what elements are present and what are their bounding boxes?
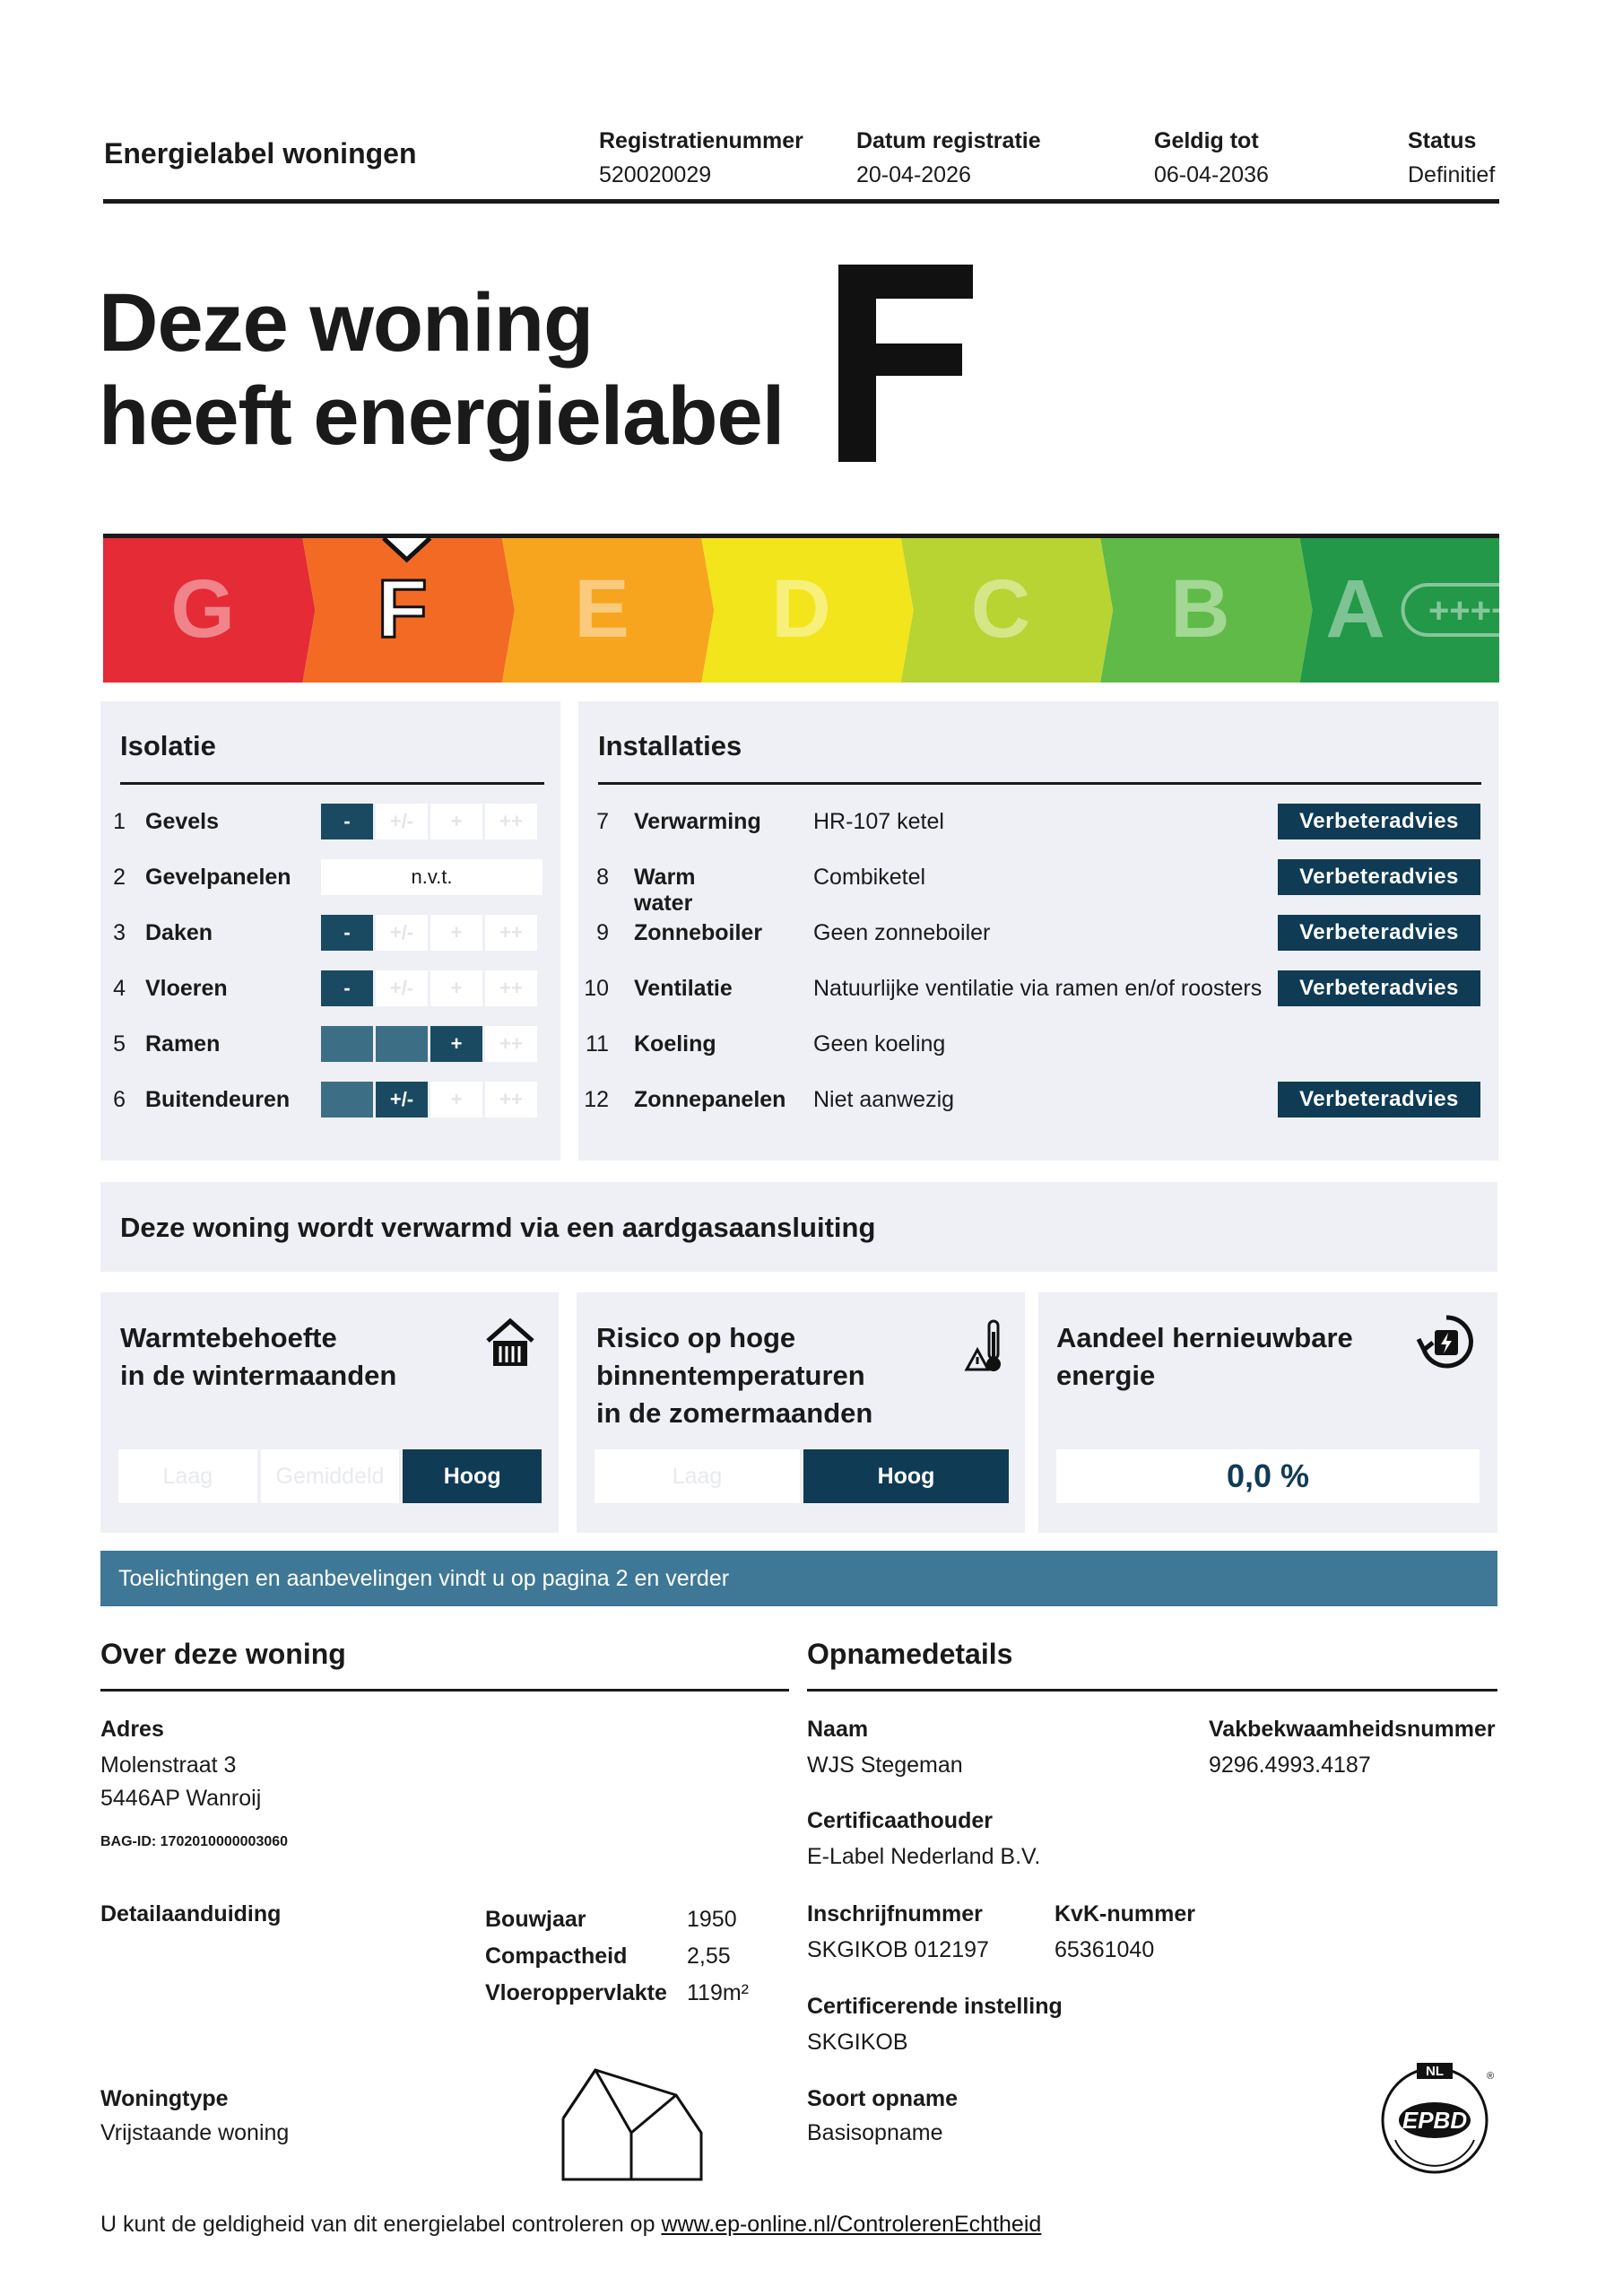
rating-cell: ++	[485, 970, 537, 1006]
registration-number: Registratienummer 520020029	[599, 128, 803, 187]
bag-id: BAG-ID: 1702010000003060	[100, 1834, 289, 1849]
risico-title: Risico op hoge binnentemperaturen in de zomermaanden	[596, 1322, 873, 1429]
woning-title: Over deze woning	[100, 1638, 346, 1670]
scale-option: Laag	[595, 1449, 800, 1503]
row-number: 4	[113, 976, 126, 1001]
rating-cells	[321, 1082, 537, 1118]
rating-cell: +	[430, 1082, 482, 1118]
rating-cell: ++	[485, 804, 537, 839]
woningtype-label: Woningtype	[100, 2086, 229, 2111]
soort-opname-label: Soort opname	[807, 2086, 959, 2111]
row-label: Koeling	[634, 1031, 716, 1057]
explanation-banner: Toelichtingen en aanbevelingen vindt u op pagina 2 en verder	[100, 1551, 1497, 1606]
risico-box	[577, 1292, 1025, 1533]
detail-label: Detailaanduiding	[100, 1901, 282, 1926]
rating-cells	[321, 859, 542, 895]
epbd-logo	[1372, 2054, 1497, 2179]
certificaathouder: E-Label Nederland B.V.	[807, 1844, 1041, 1869]
svg-text:®: ®	[1487, 2071, 1495, 2082]
headline: Deze woning heeft energielabel	[99, 277, 785, 462]
rating-cell: +	[430, 970, 482, 1006]
rating-cell: +	[430, 1026, 482, 1062]
row-label: Daken	[145, 920, 213, 945]
scale-option: Gemiddeld	[261, 1449, 400, 1503]
renewable-share-value: 0,0 %	[1056, 1449, 1480, 1503]
row-value: HR-107 ketel	[813, 809, 944, 834]
rating-cell: +/-	[376, 1026, 428, 1062]
row-number: 2	[113, 865, 126, 890]
opname-divider	[807, 1689, 1497, 1692]
scale-letter-a: A	[1325, 563, 1385, 655]
naam: WJS Stegeman	[807, 1752, 963, 1778]
verbeteradvies-button[interactable]: Verbeteradvies	[1278, 1082, 1480, 1118]
rating-cell: +/-	[376, 1082, 428, 1118]
rating-cell: +	[430, 915, 482, 951]
rating-cell: +	[430, 804, 482, 839]
address: Molenstraat 3 5446AP Wanroij	[100, 1752, 262, 1811]
opname-title: Opnamedetails	[807, 1638, 1013, 1670]
document-title: Energielabel woningen	[104, 137, 417, 170]
isolatie-divider	[120, 782, 544, 785]
row-value: Combiketel	[813, 865, 926, 890]
verbeteradvies-button[interactable]: Verbeteradvies	[1278, 804, 1480, 839]
rating-cell: ++	[485, 1026, 537, 1062]
rating-cells	[321, 804, 537, 839]
row-value: Geen zonneboiler	[813, 920, 991, 945]
warmtebehoefte-scale	[118, 1449, 542, 1503]
ep-online-link[interactable]: www.ep-online.nl/ControlerenEchtheid	[661, 2212, 1042, 2237]
renewable-energy-icon	[1417, 1312, 1476, 1371]
row-label: Vloeren	[145, 976, 228, 1001]
rating-value: n.v.t.	[321, 859, 542, 895]
energy-label-scale	[103, 534, 1513, 687]
installaties-title: Installaties	[598, 730, 742, 761]
row-value: Geen koeling	[813, 1031, 946, 1057]
scale-option: Hoog	[803, 1449, 1009, 1503]
vakbekwaamheid: 9296.4993.4187	[1209, 1752, 1371, 1778]
woning-divider	[100, 1689, 789, 1692]
scale-graphic	[103, 538, 1513, 687]
row-number: 8	[596, 865, 609, 890]
row-label: Gevels	[145, 809, 220, 834]
detached-house-icon	[560, 2063, 705, 2183]
rating-cell: -	[321, 970, 373, 1006]
row-number: 9	[596, 920, 609, 945]
row-label: Gevelpanelen	[145, 865, 291, 890]
row-label: Ramen	[145, 1031, 221, 1057]
thermometer-warning-icon	[964, 1319, 1007, 1375]
rating-cells	[321, 1026, 537, 1062]
rating-cells	[321, 970, 537, 1006]
row-label: Verwarming	[634, 809, 761, 834]
row-value: Niet aanwezig	[813, 1087, 955, 1112]
instelling: SKGIKOB	[807, 2030, 908, 2055]
certificaathouder-label: Certificaathouder	[807, 1808, 993, 1833]
rating-cell: -	[321, 1082, 373, 1118]
header-divider	[103, 199, 1499, 204]
kvk-nummer: 65361040	[1055, 1937, 1155, 1962]
scale-letter-g: G	[170, 563, 235, 655]
scale-option: Laag	[118, 1449, 257, 1503]
hernieuwbaar-box	[1038, 1292, 1497, 1533]
scale-letter-f: F	[377, 563, 428, 655]
row-number: 12	[584, 1087, 609, 1112]
risico-scale	[595, 1449, 1009, 1503]
footer-note: U kunt de geldigheid van dit energielabel controleren op www.ep-online.nl/ControlerenEchtheid	[100, 2212, 1042, 2237]
kvk-label: KvK-nummer	[1055, 1901, 1195, 1926]
scale-letter-b: B	[1170, 563, 1230, 655]
isolatie-panel	[100, 701, 560, 1161]
inschrijfnummer: SKGIKOB 012197	[807, 1937, 989, 1962]
heating-notice: Deze woning wordt verwarmd via een aardgasaansluiting	[120, 1212, 876, 1243]
row-number: 3	[113, 920, 126, 945]
scale-a-plus-text: ++++	[1428, 591, 1513, 631]
heating-notice-panel	[100, 1182, 1497, 1272]
installaties-panel	[578, 701, 1498, 1161]
rating-cells	[321, 915, 537, 951]
hernieuwbaar-title: Aandeel hernieuwbare energie	[1056, 1322, 1353, 1391]
building-spec-values: 1950 2,55 119m²	[687, 1907, 750, 2005]
big-label-letter	[838, 265, 977, 462]
row-number: 5	[113, 1031, 126, 1057]
scale-option: Hoog	[403, 1449, 542, 1503]
warmtebehoefte-box	[100, 1292, 559, 1533]
row-number: 11	[586, 1031, 609, 1057]
address-label: Adres	[100, 1717, 164, 1742]
valid-until: Geldig tot 06-04-2036	[1154, 128, 1269, 187]
verbeteradvies-button[interactable]: Verbeteradvies	[1278, 970, 1480, 1006]
row-number: 10	[584, 976, 609, 1001]
row-value: Natuurlijke ventilatie via ramen en/of roosters	[813, 976, 1263, 1001]
row-label: Zonneboiler	[634, 920, 763, 945]
status: Status Definitief	[1408, 128, 1496, 187]
logo-country: NL	[1426, 2064, 1444, 2079]
installaties-divider	[598, 782, 1481, 785]
warmtebehoefte-title: Warmtebehoefte in de wintermaanden	[120, 1322, 397, 1391]
rating-cell: -	[321, 804, 373, 839]
row-number: 7	[596, 809, 609, 834]
radiator-house-icon	[484, 1318, 536, 1370]
verbeteradvies-button[interactable]: Verbeteradvies	[1278, 915, 1480, 951]
rating-cell: +/-	[376, 970, 428, 1006]
scale-letter-c: C	[970, 563, 1031, 655]
building-spec-labels: Bouwjaar Compactheid Vloeroppervlakte	[485, 1907, 667, 2005]
rating-cell: -	[321, 1026, 373, 1062]
row-label: Warm water	[634, 865, 696, 916]
isolatie-title: Isolatie	[120, 730, 216, 761]
verbeteradvies-button[interactable]: Verbeteradvies	[1278, 859, 1480, 895]
instelling-label: Certificerende instelling	[807, 1994, 1063, 2019]
inschrijfnummer-label: Inschrijfnummer	[807, 1901, 983, 1926]
scale-letter-e: E	[574, 563, 629, 655]
rating-cell: +/-	[376, 804, 428, 839]
row-label: Buitendeuren	[145, 1087, 291, 1112]
scale-letter-d: D	[771, 563, 831, 655]
rating-cell: +/-	[376, 915, 428, 951]
logo-text: EPBD	[1402, 2107, 1468, 2134]
rating-cell: ++	[485, 1082, 537, 1118]
registration-date: Datum registratie 20-04-2026	[856, 128, 1041, 187]
rating-cell: -	[321, 915, 373, 951]
row-number: 6	[113, 1087, 126, 1112]
soort-opname: Basisopname	[807, 2120, 943, 2145]
woningtype: Vrijstaande woning	[100, 2120, 290, 2145]
row-label: Ventilatie	[634, 976, 733, 1001]
rating-cell: ++	[485, 915, 537, 951]
naam-label: Naam	[807, 1717, 869, 1742]
row-number: 1	[113, 809, 126, 834]
row-label: Zonnepanelen	[634, 1087, 786, 1112]
vakbekwaamheid-label: Vakbekwaamheidsnummer	[1209, 1717, 1496, 1742]
